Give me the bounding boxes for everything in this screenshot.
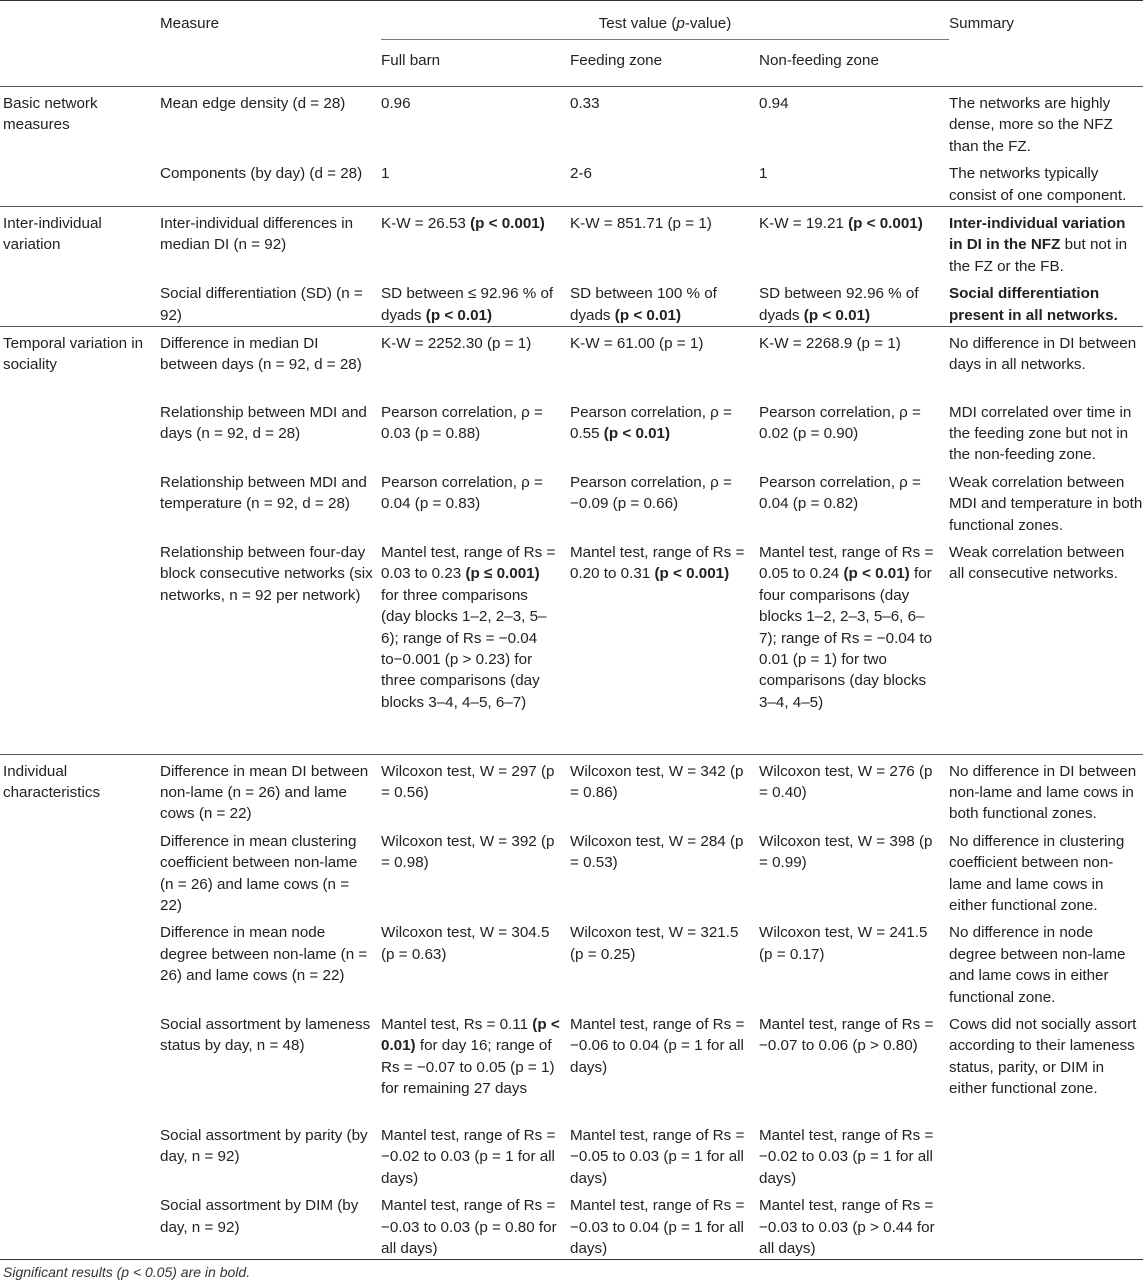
fz-cell: Wilcoxon test, W = 284 (p = 0.53) [570,832,744,872]
fb-cell: Wilcoxon test, W = 392 (p = 0.98) [381,832,555,872]
fb-cell: Mantel test, range of Rs = 0.03 to 0.23 (p ≤ 0.001) for three comparisons (day blocks 1–2, 2–3, 5–6); range of Rs = −0.04 to−0.001 (p > 0.23) for three comparisons (day blocks 3–4, 4–5, 6–7) [381,544,556,711]
measure-cell: Social differentiation (SD) (n = 92) [160,285,363,324]
summary-cell: No difference in clustering coefficient between non-lame and lame cows in either functional zone. [949,832,1125,914]
fb-cell: Mantel test, range of Rs = −0.03 to 0.03 (p = 0.80 for all days) [381,1197,557,1257]
measure-cell: Components (by day) (d = 28) [160,165,363,183]
summary-cell [949,1189,1143,1260]
fz-cell: Mantel test, range of Rs = 0.20 to 0.31 (p < 0.001) [570,544,745,583]
header-full-barn: Full barn [381,52,441,69]
fb-cell: Mantel test, Rs = 0.11 (p < 0.01) for day 16; range of Rs = −0.07 to 0.05 (p = 1) for remaining 27 days [381,1015,560,1098]
nfz-cell: Wilcoxon test, W = 398 (p = 0.99) [759,832,933,872]
fz-cell: Mantel test, range of Rs = −0.06 to 0.04 (p = 1 for all days) [570,1015,745,1076]
nfz-cell: Mantel test, range of Rs = −0.03 to 0.03 (p > 0.44 for all days) [759,1197,935,1257]
fb-cell: SD between ≤ 92.96 % of dyads (p < 0.01) [381,285,554,324]
measure-cell: Difference in median DI between days (n = 92, d = 28) [160,327,381,396]
fz-cell: 2-6 [570,165,592,183]
fb-cell: Wilcoxon test, W = 304.5 (p = 0.63) [381,924,550,963]
nfz-cell: K-W = 2268.9 (p = 1) [759,327,949,396]
measure-cell: Social assortment by parity (by day, n = 92) [160,1126,368,1166]
summary-cell: No difference in DI between non-lame and lame cows in both functional zones. [949,754,1143,825]
measure-cell: Social assortment by lameness status by day, n = 48) [160,1015,371,1055]
fb-cell: K-W = 2252.30 (p = 1) [381,327,570,396]
summary-cell [949,1119,1143,1189]
nfz-cell: Pearson correlation, ρ = 0.02 (p = 0.90) [759,403,921,442]
fb-cell: Pearson correlation, ρ = 0.04 (p = 0.83) [381,473,543,513]
fz-cell: Wilcoxon test, W = 342 (p = 0.86) [570,754,759,825]
header-feeding-zone: Feeding zone [570,52,663,69]
fz-cell: K-W = 61.00 (p = 1) [570,327,759,396]
fz-cell: Wilcoxon test, W = 321.5 (p = 0.25) [570,924,739,963]
header-non-feeding-zone: Non-feeding zone [759,52,879,69]
fz-cell: SD between 100 % of dyads (p < 0.01) [570,285,717,324]
section-inter: Inter-individual variation [0,207,160,327]
fb-cell: Pearson correlation, ρ = 0.03 (p = 0.88) [381,403,543,442]
measure-cell: Difference in mean clustering coefficient between non-lame (n = 26) and lame cows (n = 22) [160,832,358,914]
measure-cell: Relationship between MDI and days (n = 92, d = 28) [160,403,367,442]
fz-cell: Pearson correlation, ρ = 0.55 (p < 0.01) [570,403,732,442]
measure-cell: Social assortment by DIM (by day, n = 92) [160,1197,359,1236]
nfz-cell: Wilcoxon test, W = 276 (p = 0.40) [759,754,949,825]
fz-cell: K-W = 851.71 (p = 1) [570,207,759,278]
summary-cell: MDI correlated over time in the feeding zone but not in the non-feeding zone. [949,403,1132,464]
nfz-cell: Mantel test, range of Rs = 0.05 to 0.24 (p < 0.01) for four comparisons (day blocks 1–2, 2–3, 5–6, 6–7); range of Rs = −0.04 to 0.01 (p = 1) for two comparisons (day blocks 3–4, 4–5) [759,544,934,711]
summary-cell: Cows did not socially assort according to their lameness status, parity, or DIM in either functional zone. [949,1015,1137,1098]
section-individual: Individual characteristics [0,754,160,1260]
summary-cell: Weak correlation between MDI and temperature in both functional zones. [949,473,1143,534]
summary-cell: No difference in DI between days in all networks. [949,327,1143,396]
fz-cell: Pearson correlation, ρ = −0.09 (p = 0.66) [570,473,732,513]
fb-cell: K-W = 26.53 (p < 0.001) [381,207,570,278]
measure-cell: Inter-individual differences in median DI (n = 92) [160,207,381,278]
measure-cell: Relationship between MDI and temperature (n = 92, d = 28) [160,473,367,513]
summary-cell: The networks are highly dense, more so the NFZ than the FZ. [949,87,1143,158]
header-summary: Summary [949,15,1014,32]
nfz-cell: Mantel test, range of Rs = −0.02 to 0.03 (p = 1 for all days) [759,1126,934,1187]
nfz-cell: K-W = 19.21 (p < 0.001) [759,207,949,278]
fb-cell: 0.96 [381,87,570,158]
nfz-cell: 0.94 [759,87,949,158]
header-test-value: Test value (p-value) [381,1,949,40]
fb-cell: Mantel test, range of Rs = −0.02 to 0.03 (p = 1 for all days) [381,1126,556,1187]
summary-cell: The networks typically consist of one component. [949,165,1127,204]
fb-cell: Wilcoxon test, W = 297 (p = 0.56) [381,754,570,825]
summary-cell: Weak correlation between all consecutive networks. [949,544,1125,583]
nfz-cell: 1 [759,165,768,183]
summary-cell: Inter-individual variation in DI in the NFZ but not in the FZ or the FB. [949,207,1143,278]
fz-cell: 0.33 [570,87,759,158]
fb-cell: 1 [381,165,390,183]
nfz-cell: Wilcoxon test, W = 241.5 (p = 0.17) [759,924,928,963]
header-blank [0,1,160,40]
measure-cell: Difference in mean node degree between non-lame (n = 26) and lame cows (n = 22) [160,924,368,985]
section-basic: Basic network measures [0,87,160,207]
nfz-cell: Mantel test, range of Rs = −0.07 to 0.06 (p > 0.80) [759,1015,934,1055]
summary-cell: No difference in node degree between non-lame and lame cows in either functional zone. [949,924,1126,1006]
nfz-cell: Pearson correlation, ρ = 0.04 (p = 0.82) [759,473,921,513]
fz-cell: Mantel test, range of Rs = −0.05 to 0.03 (p = 1 for all days) [570,1126,745,1187]
summary-cell: Social differentiation present in all networks. [949,285,1118,324]
measure-cell: Relationship between four-day block consecutive networks (six networks, n = 92 per network) [160,544,373,604]
header-measure: Measure [160,15,220,32]
table-footnote: Significant results (p < 0.05) are in bold. [3,1264,251,1280]
section-temporal: Temporal variation in sociality [0,327,160,754]
measure-cell: Mean edge density (d = 28) [160,87,381,158]
fz-cell: Mantel test, range of Rs = −0.03 to 0.04 (p = 1 for all days) [570,1197,745,1257]
measure-cell: Difference in mean DI between non-lame (n = 26) and lame cows (n = 22) [160,754,381,825]
nfz-cell: SD between 92.96 % of dyads (p < 0.01) [759,285,919,324]
